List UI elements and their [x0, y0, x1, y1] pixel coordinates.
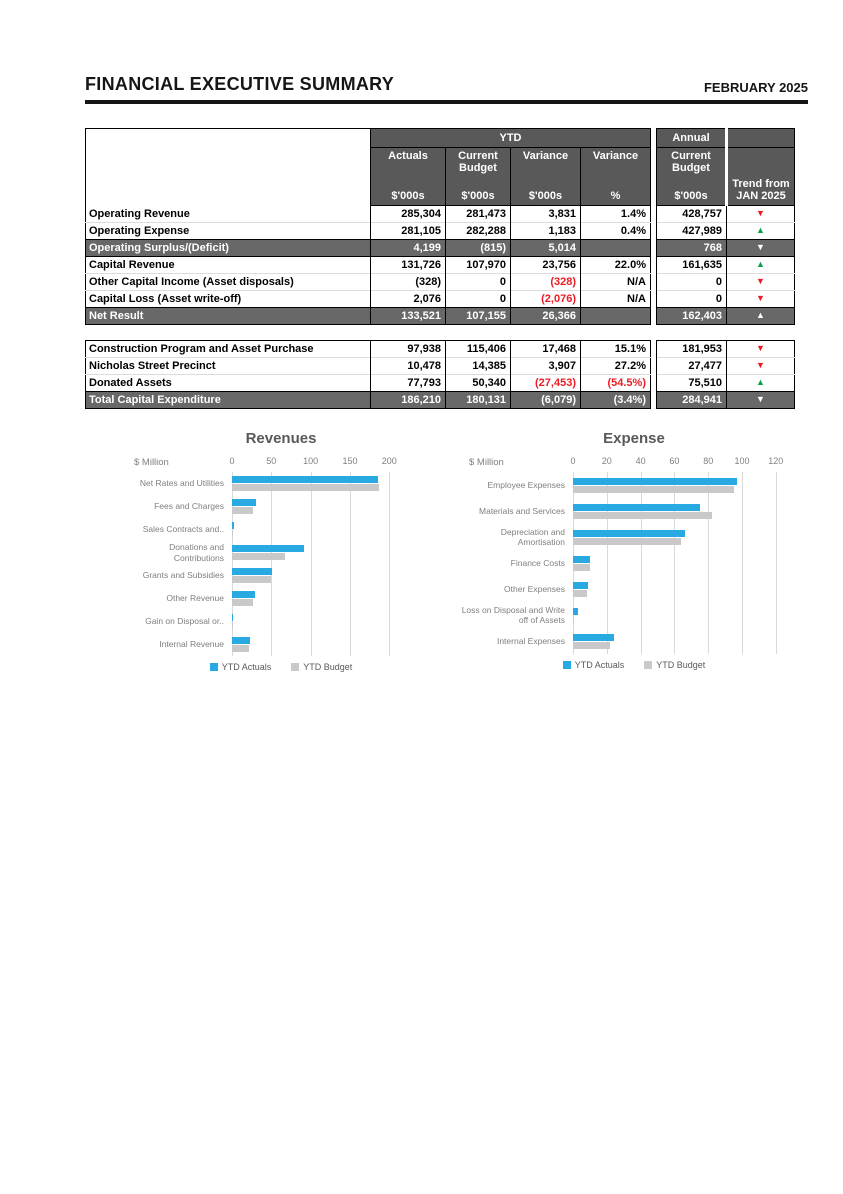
table-row [86, 375, 651, 392]
x-axis-tick-row [570, 452, 813, 472]
column-header-variance: Variance $'000s [511, 148, 581, 206]
trend-arrow-icon: ▼ [756, 343, 765, 354]
x-axis-tick-label: 80 [703, 456, 714, 466]
cell-variance: (2,076) [511, 291, 581, 308]
cell-annual-budget: 181,953 [657, 341, 727, 358]
table-row [86, 274, 651, 291]
cell-variance-pct: 27.2% [581, 358, 651, 375]
bar-ytd-budget [573, 512, 712, 519]
cell-trend [727, 341, 795, 358]
cell-annual-budget: 768 [657, 240, 727, 257]
row-label: Capital Revenue [86, 257, 371, 274]
bar-row [573, 576, 813, 602]
cell-ytd-actuals: 281,105 [371, 223, 446, 240]
cell-ytd-budget: 107,155 [446, 308, 511, 325]
table-row [657, 308, 795, 325]
cell-trend [727, 291, 795, 308]
table-row [86, 240, 651, 257]
bar-ytd-actuals [573, 556, 590, 563]
bar-ytd-actuals [232, 476, 378, 483]
category-label: Grants and Subsidies [142, 570, 224, 581]
bar-ytd-budget [232, 553, 285, 560]
category-label: Gain on Disposal or.. [145, 616, 224, 627]
cell-ytd-actuals: 133,521 [371, 308, 446, 325]
trend-arrow-icon: ▼ [756, 394, 765, 405]
cell-annual-budget: 161,635 [657, 257, 727, 274]
x-axis-tick-label: 0 [229, 456, 235, 466]
table-row [657, 358, 795, 375]
bar-ytd-budget [573, 564, 590, 571]
cell-annual-budget: 0 [657, 274, 727, 291]
bar-ytd-actuals [232, 591, 255, 598]
cell-trend [727, 392, 795, 409]
cell-ytd-budget: (815) [446, 240, 511, 257]
trend-arrow-icon: ▼ [756, 276, 765, 287]
category-label-column [455, 452, 576, 654]
plot-area [232, 472, 442, 656]
column-header-trend: Trend from JAN 2025 [727, 148, 795, 206]
bar-row [232, 472, 442, 495]
cell-trend [727, 274, 795, 291]
bar-row [573, 498, 813, 524]
bar-ytd-actuals [573, 608, 578, 615]
legend-item [644, 660, 705, 670]
bar-ytd-budget [573, 538, 681, 545]
x-axis-tick-label: 40 [635, 456, 646, 466]
bar-ytd-budget [232, 484, 379, 491]
axis-unit-label: $ Million [134, 456, 169, 468]
category-label: Employee Expenses [487, 479, 565, 490]
chart-legend [455, 660, 813, 670]
table-row [86, 223, 651, 240]
category-label: Other Revenue [166, 593, 224, 604]
category-label-column [120, 452, 235, 656]
row-label: Other Capital Income (Asset disposals) [86, 274, 371, 291]
column-header-annual-budget: Current Budget $'000s [657, 148, 727, 206]
cell-ytd-budget: 14,385 [446, 358, 511, 375]
legend-item [210, 662, 272, 672]
row-label: Nicholas Street Precinct [86, 358, 371, 375]
bar-row [573, 628, 813, 654]
bar-row [232, 610, 442, 633]
cell-annual-budget: 284,941 [657, 392, 727, 409]
row-label: Operating Surplus/(Deficit) [86, 240, 371, 257]
bar-ytd-actuals [232, 499, 256, 506]
cell-ytd-budget: 281,473 [446, 206, 511, 223]
bar-row [573, 550, 813, 576]
cell-ytd-actuals: 131,726 [371, 257, 446, 274]
corner-cell [86, 129, 371, 206]
cell-variance: 3,831 [511, 206, 581, 223]
cell-ytd-actuals: 285,304 [401, 207, 441, 220]
category-label: Net Rates and Utilities [139, 478, 224, 489]
bar-row [573, 524, 813, 550]
table-row [657, 392, 795, 409]
table-row [657, 240, 795, 257]
x-axis-tick-label: 120 [768, 456, 784, 466]
column-header-actuals: Actuals $'000s [371, 148, 446, 206]
legend-label: YTD Budget [303, 662, 353, 672]
annual-group-header: Annual [657, 129, 727, 148]
cell-annual-budget: 0 [657, 291, 727, 308]
bar-ytd-budget [573, 486, 734, 493]
capital-table-annual-block [656, 340, 795, 409]
chart-legend [120, 662, 442, 672]
table-row [657, 206, 795, 223]
row-label: Operating Expense [86, 223, 371, 240]
x-axis-tick-label: 60 [669, 456, 680, 466]
bar-ytd-actuals [573, 530, 685, 537]
trend-arrow-icon: ▲ [756, 259, 765, 270]
cell-variance: (27,453) [511, 375, 581, 392]
bar-row [232, 518, 442, 541]
cell-ytd-actuals: 186,210 [371, 392, 446, 409]
cell-ytd-budget: 282,288 [446, 223, 511, 240]
bar-row [232, 495, 442, 518]
cell-ytd-budget: 115,406 [446, 341, 511, 358]
cell-variance: (328) [511, 274, 581, 291]
legend-swatch [291, 663, 299, 671]
cell-ytd-actuals: 97,938 [407, 342, 441, 355]
trend-arrow-icon: ▲ [756, 310, 765, 321]
cell-annual-budget: 27,477 [657, 358, 727, 375]
bar-ytd-actuals [232, 637, 250, 644]
cell-ytd-actuals: 4,199 [371, 240, 446, 257]
cell-ytd-budget: 180,131 [446, 392, 511, 409]
cell-ytd-actuals: 10,478 [371, 358, 446, 375]
table-row [657, 341, 795, 358]
bar-ytd-actuals [573, 504, 700, 511]
cell-variance-pct: N/A [581, 274, 651, 291]
cell-trend [727, 358, 795, 375]
cell-trend [727, 375, 795, 392]
cell-variance: 3,907 [511, 358, 581, 375]
table-row [657, 375, 795, 392]
trend-group-header-empty [727, 129, 795, 148]
page-title: FINANCIAL EXECUTIVE SUMMARY [85, 74, 395, 94]
bar-ytd-budget [232, 507, 253, 514]
category-label: Sales Contracts and.. [142, 524, 224, 535]
column-header-current-budget: Current Budget $'000s [446, 148, 511, 206]
bar-ytd-budget [232, 645, 249, 652]
page-header [85, 74, 808, 95]
cell-trend [727, 257, 795, 274]
axis-unit-label: $ Million [469, 456, 504, 468]
category-label: Depreciation and Amortisation [500, 526, 565, 547]
x-axis-tick-label: 50 [266, 456, 277, 466]
table-row [86, 291, 651, 308]
cell-variance: 17,468 [511, 341, 581, 358]
table-row [86, 308, 651, 325]
cell-ytd-actuals: 2,076 [371, 291, 446, 308]
cell-variance-pct: (54.5%) [581, 375, 651, 392]
legend-item [291, 662, 352, 672]
cell-ytd-budget: 0 [446, 274, 511, 291]
cell-variance: 26,366 [511, 308, 581, 325]
table-row [86, 257, 651, 274]
trend-arrow-icon: ▲ [756, 377, 765, 388]
cell-variance-pct [581, 240, 651, 257]
revenues-chart [120, 430, 442, 672]
cell-variance: 5,014 [511, 240, 581, 257]
category-label: Donations and Contributions [169, 542, 224, 563]
bar-ytd-actuals [573, 634, 614, 641]
trend-arrow-icon: ▼ [756, 242, 765, 253]
table-row [657, 274, 795, 291]
title-rule [85, 100, 808, 104]
legend-swatch [563, 661, 571, 669]
bar-ytd-actuals [573, 478, 737, 485]
row-label: Capital Loss (Asset write-off) [86, 291, 371, 308]
cell-variance-pct: 1.4% [581, 206, 651, 223]
legend-label: YTD Budget [656, 660, 706, 670]
row-label: Net Result [86, 308, 371, 325]
report-period: FEBRUARY 2025 [703, 80, 808, 95]
x-axis-tick-label: 100 [303, 456, 319, 466]
cell-ytd-actuals: 77,793 [371, 375, 446, 392]
plot-column [229, 452, 442, 656]
cell-annual-budget: 428,757 [657, 206, 727, 223]
ytd-group-header: YTD [371, 129, 651, 148]
cell-ytd-budget: 0 [446, 291, 511, 308]
cell-ytd-actuals: (328) [371, 274, 446, 291]
table-row [86, 206, 651, 223]
expense-chart [455, 430, 813, 670]
cell-trend [727, 240, 795, 257]
bar-row [232, 564, 442, 587]
legend-item [563, 660, 625, 670]
row-label: Total Capital Expenditure [86, 392, 371, 409]
table-row [657, 223, 795, 240]
capital-expenditure-table [85, 340, 795, 409]
summary-table-main-block [85, 128, 651, 325]
x-axis-tick-row [229, 452, 442, 472]
bar-ytd-actuals [232, 522, 234, 529]
cell-annual-budget: 75,510 [657, 375, 727, 392]
x-axis-tick-label: 100 [734, 456, 750, 466]
plot-column [570, 452, 813, 654]
bar-ytd-actuals [232, 545, 304, 552]
x-axis-tick-label: 200 [381, 456, 397, 466]
chart-title: Expense [603, 430, 665, 447]
legend-swatch [644, 661, 652, 669]
cell-trend [727, 308, 795, 325]
bar-row [232, 541, 442, 564]
category-label: Loss on Disposal and Write off of Assets [461, 604, 565, 625]
category-label: Internal Expenses [496, 635, 565, 646]
cell-variance: 23,756 [511, 257, 581, 274]
table-row [657, 257, 795, 274]
cell-variance: (6,079) [511, 392, 581, 409]
cell-variance-pct: 0.4% [581, 223, 651, 240]
legend-label: YTD Actuals [574, 660, 625, 670]
bar-row [573, 472, 813, 498]
trend-arrow-icon: ▼ [756, 360, 765, 371]
row-label: Operating Revenue [86, 206, 371, 223]
table-row [86, 392, 651, 409]
cell-variance-pct: (3.4%) [581, 392, 651, 409]
category-label: Finance Costs [510, 557, 565, 568]
category-label: Internal Revenue [159, 639, 224, 650]
table-row [86, 341, 651, 358]
x-axis-tick-label: 0 [570, 456, 576, 466]
trend-arrow-icon: ▼ [756, 293, 765, 304]
plot-area [573, 472, 813, 654]
bar-ytd-budget [573, 616, 574, 623]
cell-annual-budget: 427,989 [657, 223, 727, 240]
cell-variance-pct: 22.0% [581, 257, 651, 274]
cell-variance-pct: 15.1% [581, 341, 651, 358]
category-label: Materials and Services [479, 505, 565, 516]
x-axis-tick-label: 150 [342, 456, 358, 466]
table-row [86, 358, 651, 375]
bar-row [573, 602, 813, 628]
bar-ytd-budget [573, 590, 587, 597]
cell-ytd-budget: 50,340 [446, 375, 511, 392]
row-label: Donated Assets [86, 375, 371, 392]
category-label: Fees and Charges [154, 501, 224, 512]
cell-variance-pct [581, 308, 651, 325]
bar-ytd-budget [232, 530, 233, 537]
cell-variance: 1,183 [511, 223, 581, 240]
column-header-variance-pct: Variance % [581, 148, 651, 206]
summary-table [85, 128, 795, 325]
trend-arrow-icon: ▼ [756, 208, 765, 219]
bar-row [232, 633, 442, 656]
cell-variance-pct: N/A [581, 291, 651, 308]
capital-table-main-block [85, 340, 651, 409]
bar-ytd-budget [232, 599, 253, 606]
chart-title: Revenues [245, 430, 317, 447]
cell-trend [727, 206, 795, 223]
row-label: Construction Program and Asset Purchase [86, 341, 371, 358]
bar-ytd-actuals [232, 614, 233, 621]
legend-label: YTD Actuals [221, 662, 272, 672]
bar-ytd-budget [232, 576, 271, 583]
summary-table-annual-block [656, 128, 795, 325]
category-label: Other Expenses [504, 583, 565, 594]
table-row [657, 291, 795, 308]
bar-row [232, 587, 442, 610]
cell-trend [727, 223, 795, 240]
cell-ytd-budget: 107,970 [446, 257, 511, 274]
bar-ytd-budget [573, 642, 610, 649]
cell-annual-budget: 162,403 [657, 308, 727, 325]
bar-ytd-actuals [232, 568, 272, 575]
legend-swatch [210, 663, 218, 671]
bar-ytd-actuals [573, 582, 588, 589]
x-axis-tick-label: 20 [601, 456, 612, 466]
trend-arrow-icon: ▲ [756, 225, 765, 236]
